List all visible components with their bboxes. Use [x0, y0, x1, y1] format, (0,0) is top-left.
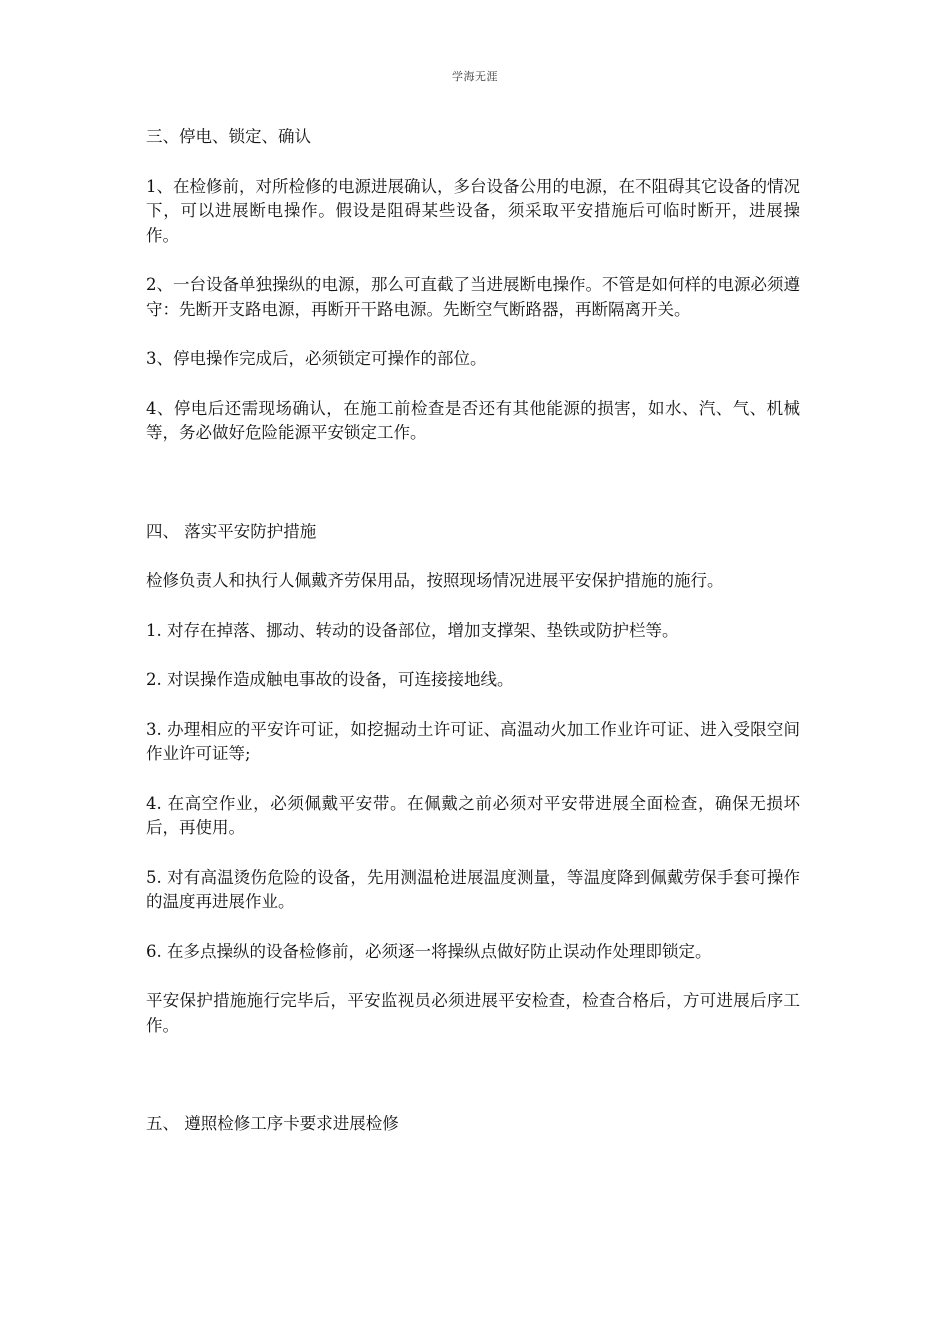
section-3-item-2: 2、一台设备单独操纵的电源，那么可直截了当进展断电操作。不管是如何样的电源必须遵守：先断开支路电源，再断开干路电源。先断空气断路器，再断隔离开关。: [146, 275, 800, 319]
section-4-item-4: 4. 在高空作业，必须佩戴平安带。在佩戴之前必须对平安带进展全面检查，确保无损坏后，再使用。: [146, 793, 800, 837]
section-5-heading: 五、 遵照检修工序卡要求进展检修: [146, 1114, 399, 1133]
section-4-item-2: 2. 对误操作造成触电事故的设备，可连接接地线。: [146, 670, 514, 689]
section-3-item-1: 1、在检修前，对所检修的电源进展确认，多台设备公用的电源，在不阻碍其它设备的情况下，可以进展断电操作。假设是阻碍某些设备，须采取平安措施后可临时断开，进展操作。: [146, 176, 800, 245]
section-3-item-3: 3、停电操作完成后，必须锁定可操作的部位。: [146, 349, 487, 368]
document-body: [146, 125, 800, 1137]
section-4-intro: 检修负责人和执行人佩戴齐劳保用品，按照现场情况进展平安保护措施的施行。: [146, 571, 724, 590]
section-4-item-6: 6. 在多点操纵的设备检修前，必须逐一将操纵点做好防止误动作处理即锁定。: [146, 941, 712, 961]
section-3-heading: 三、停电、锁定、确认: [146, 127, 311, 146]
section-4-item-5: 5. 对有高温烫伤危险的设备，先用测温枪进展温度测量，等温度降到佩戴劳保手套可操作的温度再进展作业。: [146, 867, 800, 911]
page-header: 学海无涯: [452, 70, 498, 83]
section-3-item-4: 4、停电后还需现场确认，在施工前检查是否还有其他能源的损害，如水、汽、气、机械等，务必做好危险能源平安锁定工作。: [146, 398, 800, 442]
section-4-item-1: 1. 对存在掉落、挪动、转动的设备部位，增加支撑架、垫铁或防护栏等。: [146, 620, 679, 640]
section-4-outro: 平安保护措施施行完毕后，平安监视员必须进展平安检查，检查合格后，方可进展后序工作。: [146, 991, 800, 1035]
section-4-item-3: 3. 办理相应的平安许可证，如挖掘动土许可证、高温动火加工作业许可证、进入受限空间作业许可证等;: [146, 719, 800, 763]
section-4-heading: 四、 落实平安防护措施: [146, 521, 317, 541]
